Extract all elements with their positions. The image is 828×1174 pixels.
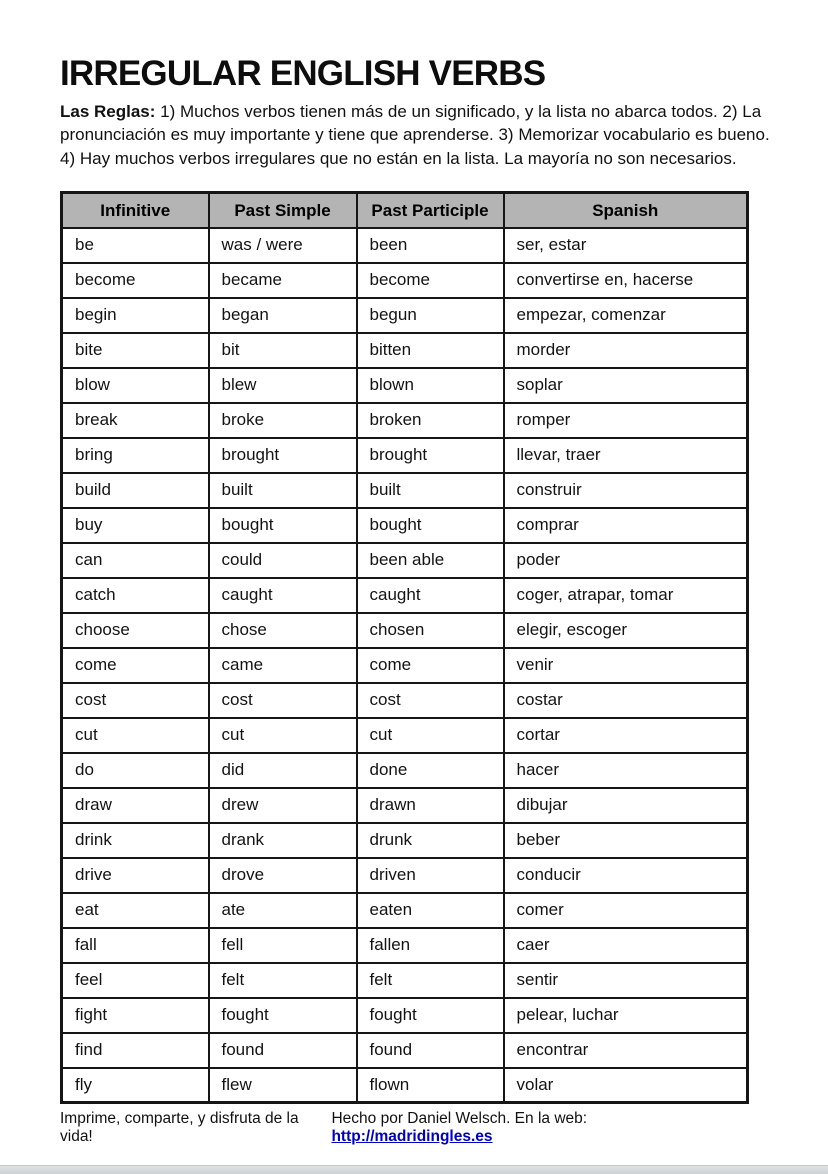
cell-past-simple: began — [209, 298, 357, 333]
cell-past-simple: drove — [209, 858, 357, 893]
rules-line-3: 4) Hay muchos verbos irregulares que no están en la lista. La mayoría no son necesarios. — [60, 148, 737, 168]
cell-past-participle: been — [357, 228, 504, 263]
cell-spanish: encontrar — [504, 1033, 748, 1068]
cell-infinitive: feel — [62, 963, 209, 998]
rules-bold-label: Las Reglas: — [60, 101, 156, 121]
cell-infinitive: find — [62, 1033, 209, 1068]
cell-past-participle: felt — [357, 963, 504, 998]
cell-spanish: poder — [504, 543, 748, 578]
rules-line-1: 1) Muchos verbos tienen más de un significado, y la lista no abarca todos. 2) La — [155, 101, 762, 121]
cell-past-participle: bitten — [357, 333, 504, 368]
cell-infinitive: begin — [62, 298, 209, 333]
irregular-verbs-table — [60, 191, 749, 1104]
page-footer — [60, 1110, 746, 1146]
table-row — [62, 1033, 748, 1068]
cell-infinitive: blow — [62, 368, 209, 403]
cell-infinitive: cut — [62, 718, 209, 753]
table-row — [62, 263, 748, 298]
verb-table-body — [62, 228, 748, 1103]
table-row — [62, 1068, 748, 1103]
cell-past-simple: chose — [209, 613, 357, 648]
rules-paragraph — [60, 100, 770, 171]
cell-past-participle: broken — [357, 403, 504, 438]
cell-spanish: construir — [504, 473, 748, 508]
table-row — [62, 613, 748, 648]
cell-past-simple: broke — [209, 403, 357, 438]
cell-past-simple: cut — [209, 718, 357, 753]
footer-credit-prefix: Hecho por Daniel Welsch. En la web: — [331, 1110, 588, 1128]
cell-spanish: sentir — [504, 963, 748, 998]
cell-spanish: convertirse en, hacerse — [504, 263, 748, 298]
cell-infinitive: be — [62, 228, 209, 263]
cell-past-participle: been able — [357, 543, 504, 578]
cell-past-participle: drunk — [357, 823, 504, 858]
cell-spanish: soplar — [504, 368, 748, 403]
table-row — [62, 928, 748, 963]
cell-past-simple: ate — [209, 893, 357, 928]
cell-infinitive: buy — [62, 508, 209, 543]
footer-left-text: Imprime, comparte, y disfruta de la vida! — [60, 1110, 299, 1146]
cell-spanish: dibujar — [504, 788, 748, 823]
cell-past-simple: found — [209, 1033, 357, 1068]
cell-past-participle: come — [357, 648, 504, 683]
cell-past-participle: bought — [357, 508, 504, 543]
cell-past-simple: blew — [209, 368, 357, 403]
table-row — [62, 543, 748, 578]
cell-infinitive: fall — [62, 928, 209, 963]
cell-past-simple: brought — [209, 438, 357, 473]
header-past-simple: Past Simple — [209, 193, 357, 228]
table-row — [62, 368, 748, 403]
page-bottom-edge — [0, 1165, 828, 1174]
cell-spanish: llevar, traer — [504, 438, 748, 473]
table-header-row — [62, 193, 748, 228]
cell-past-participle: done — [357, 753, 504, 788]
page-title: IRREGULAR ENGLISH VERBS — [60, 54, 546, 93]
table-row — [62, 578, 748, 613]
cell-spanish: morder — [504, 333, 748, 368]
header-spanish: Spanish — [504, 193, 748, 228]
table-row — [62, 788, 748, 823]
cell-past-simple: flew — [209, 1068, 357, 1103]
table-row — [62, 998, 748, 1033]
table-row — [62, 403, 748, 438]
cell-spanish: hacer — [504, 753, 748, 788]
cell-infinitive: bring — [62, 438, 209, 473]
madridingles-link[interactable]: http://madridingles.es — [331, 1128, 493, 1146]
cell-infinitive: build — [62, 473, 209, 508]
cell-past-simple: felt — [209, 963, 357, 998]
cell-past-participle: eaten — [357, 893, 504, 928]
cell-spanish: pelear, luchar — [504, 998, 748, 1033]
cell-past-simple: came — [209, 648, 357, 683]
cell-past-simple: built — [209, 473, 357, 508]
cell-spanish: ser, estar — [504, 228, 748, 263]
cell-infinitive: fly — [62, 1068, 209, 1103]
cell-past-simple: became — [209, 263, 357, 298]
cell-past-simple: drank — [209, 823, 357, 858]
cell-spanish: romper — [504, 403, 748, 438]
cell-spanish: elegir, escoger — [504, 613, 748, 648]
table-row — [62, 718, 748, 753]
cell-past-simple: drew — [209, 788, 357, 823]
table-row — [62, 858, 748, 893]
cell-spanish: beber — [504, 823, 748, 858]
table-row — [62, 963, 748, 998]
cell-past-simple: fought — [209, 998, 357, 1033]
cell-past-simple: bit — [209, 333, 357, 368]
cell-past-simple: did — [209, 753, 357, 788]
cell-spanish: cortar — [504, 718, 748, 753]
table-row — [62, 823, 748, 858]
header-past-participle: Past Participle — [357, 193, 504, 228]
cell-past-participle: fallen — [357, 928, 504, 963]
cell-infinitive: fight — [62, 998, 209, 1033]
cell-infinitive: can — [62, 543, 209, 578]
cell-spanish: coger, atrapar, tomar — [504, 578, 748, 613]
rules-line-2: pronunciación es muy importante y tiene que aprenderse. 3) Memorizar vocabulario es bueno. — [60, 125, 770, 145]
table-row — [62, 473, 748, 508]
header-infinitive: Infinitive — [62, 193, 209, 228]
cell-past-participle: built — [357, 473, 504, 508]
cell-infinitive: break — [62, 403, 209, 438]
footer-credit-text — [331, 1110, 746, 1146]
cell-infinitive: bite — [62, 333, 209, 368]
table-row — [62, 228, 748, 263]
cell-past-simple: caught — [209, 578, 357, 613]
cell-past-participle: become — [357, 263, 504, 298]
cell-past-participle: driven — [357, 858, 504, 893]
cell-spanish: volar — [504, 1068, 748, 1103]
cell-past-participle: begun — [357, 298, 504, 333]
cell-infinitive: eat — [62, 893, 209, 928]
cell-past-participle: caught — [357, 578, 504, 613]
cell-past-simple: could — [209, 543, 357, 578]
cell-past-simple: fell — [209, 928, 357, 963]
cell-infinitive: drive — [62, 858, 209, 893]
cell-spanish: costar — [504, 683, 748, 718]
table-row — [62, 753, 748, 788]
cell-past-participle: found — [357, 1033, 504, 1068]
table-row — [62, 333, 748, 368]
cell-past-participle: cost — [357, 683, 504, 718]
table-row — [62, 648, 748, 683]
cell-spanish: venir — [504, 648, 748, 683]
cell-past-participle: brought — [357, 438, 504, 473]
cell-spanish: comprar — [504, 508, 748, 543]
table-row — [62, 438, 748, 473]
cell-infinitive: draw — [62, 788, 209, 823]
cell-infinitive: choose — [62, 613, 209, 648]
cell-infinitive: do — [62, 753, 209, 788]
cell-past-participle: cut — [357, 718, 504, 753]
cell-past-simple: was / were — [209, 228, 357, 263]
cell-spanish: conducir — [504, 858, 748, 893]
table-row — [62, 683, 748, 718]
cell-spanish: empezar, comenzar — [504, 298, 748, 333]
cell-past-participle: blown — [357, 368, 504, 403]
cell-infinitive: become — [62, 263, 209, 298]
cell-infinitive: cost — [62, 683, 209, 718]
cell-past-simple: cost — [209, 683, 357, 718]
cell-infinitive: drink — [62, 823, 209, 858]
table-row — [62, 893, 748, 928]
cell-spanish: caer — [504, 928, 748, 963]
cell-past-participle: fought — [357, 998, 504, 1033]
cell-past-participle: chosen — [357, 613, 504, 648]
cell-infinitive: come — [62, 648, 209, 683]
cell-spanish: comer — [504, 893, 748, 928]
cell-past-participle: drawn — [357, 788, 504, 823]
table-row — [62, 508, 748, 543]
cell-past-simple: bought — [209, 508, 357, 543]
cell-infinitive: catch — [62, 578, 209, 613]
cell-past-participle: flown — [357, 1068, 504, 1103]
table-row — [62, 298, 748, 333]
